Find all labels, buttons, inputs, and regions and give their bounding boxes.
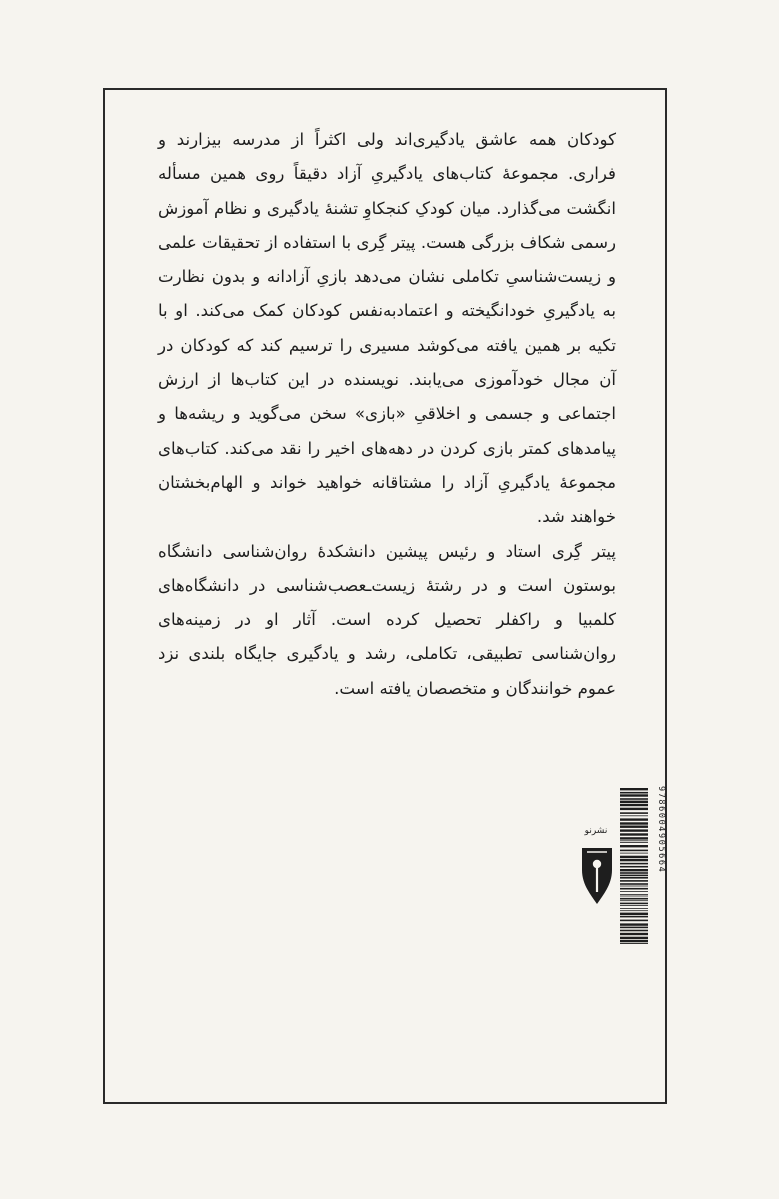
barcode-bar-39 <box>620 908 648 909</box>
barcode-bar-41 <box>620 913 648 915</box>
barcode-bar-48 <box>620 937 648 939</box>
book-summary-paragraph: کودکان همه عاشق یادگیری‌اند ولی اکثراً از مدرسه بیزارند و فراری. مجموعهٔ کتاب‌های یادگیریِ آزاد دقیقاً روی همین مسأله انگشت می‌گذارد. میان کودکِ کنجکاوِ تشنهٔ یادگیری و نظام آموزش رسمی شکاف بزرگی هست. پیتر گِری با استفاده از تحقیقات علمی و زیست‌شناسیِ تکاملی نشان می‌دهد بازیِ آزادانه و بدون نظارت به یادگیریِ خودانگیخته و اعتمادبه‌نفس کودکان کمک می‌کند. او با تکیه بر همین یافته می‌کوشد مسیری را ترسیم کند که کودکان در آن مجال خودآموزی می‌یابند. نویسنده در این کتاب‌ها از ارزش اجتماعی و جسمی و اخلاقیِ «بازی» سخن می‌گوید و ریشه‌ها و پیامدهای کمتر بازی کردن در دهه‌های اخیر را نقد می‌کند. کتاب‌های مجموعهٔ یادگیریِ آزاد را مشتاقانه خواهید خواند و الهام‌بخشتان خواهند شد. <box>158 130 616 527</box>
barcode-bar-34 <box>620 896 648 897</box>
barcode-bar-23 <box>620 866 648 868</box>
barcode-bar-32 <box>620 891 648 892</box>
barcode-bar-0 <box>620 788 648 790</box>
barcode-bar-21 <box>620 859 648 861</box>
barcode-bar-13 <box>620 833 648 835</box>
barcode-bar-24 <box>620 869 648 871</box>
barcode-bar-38 <box>620 905 648 906</box>
barcode-bar-19 <box>620 853 648 854</box>
barcode-bar-2 <box>620 794 648 796</box>
barcode-bar-27 <box>620 877 648 879</box>
author-bio-paragraph: پیتر گِری استاد و رئیس پیشین دانشکدهٔ روان‌شناسی دانشگاه بوستون است و در رشتهٔ زیست‌ـعصب‌شناسی در دانشگاه‌های کلمبیا و راکفلر تحصیل کرده است. آثار او در زمینه‌های روان‌شناسی تطبیقی، تکاملی، رشد و یادگیری جایگاه بلندی نزد عموم خوانندگان و متخصصان یافته است. <box>158 541 616 698</box>
barcode-bar-44 <box>620 923 648 925</box>
barcode-bar-50 <box>620 943 648 944</box>
barcode-bar-11 <box>620 826 648 828</box>
barcode-bar-46 <box>620 930 648 932</box>
barcode-bar-14 <box>620 837 648 839</box>
barcode-bar-43 <box>620 920 648 922</box>
barcode-bar-28 <box>620 880 648 882</box>
barcode-bar-16 <box>620 842 648 843</box>
back-cover-description <box>158 123 616 706</box>
barcode-bar-31 <box>620 888 648 890</box>
barcode-bar-35 <box>620 898 648 900</box>
barcode-bar-6 <box>620 808 648 810</box>
barcode-bar-45 <box>620 927 648 929</box>
barcode-bar-29 <box>620 883 648 885</box>
isbn-number: 9786004905664 <box>656 786 666 874</box>
barcode-bar-12 <box>620 829 648 831</box>
barcode-bar-37 <box>620 903 648 905</box>
barcode-bar-1 <box>620 792 648 794</box>
barcode-bar-47 <box>620 933 648 935</box>
barcode-bar-33 <box>620 894 648 895</box>
fountain-pen-nib-icon <box>578 846 616 906</box>
barcode-bar-8 <box>620 815 648 816</box>
barcode-bar-18 <box>620 850 648 852</box>
barcode-bar-40 <box>620 910 648 911</box>
barcode-bar-15 <box>620 840 648 841</box>
barcode-bar-30 <box>620 886 648 887</box>
barcode-bar-7 <box>620 812 648 814</box>
barcode-bar-10 <box>620 822 648 824</box>
barcode-bar-36 <box>620 900 648 901</box>
barcode-bar-9 <box>620 818 648 820</box>
barcode-bar-42 <box>620 916 648 918</box>
barcode-bar-4 <box>620 801 648 803</box>
barcode-bar-25 <box>620 872 648 874</box>
barcode-bar-17 <box>620 845 648 847</box>
barcode-bar-49 <box>620 940 648 942</box>
barcode-bar-5 <box>620 804 648 806</box>
barcode-bar-20 <box>620 856 648 858</box>
barcode-bar-3 <box>620 798 648 800</box>
barcode-bar-22 <box>620 863 648 865</box>
publisher-name: نشرنو <box>584 826 608 836</box>
isbn-barcode <box>620 786 660 946</box>
barcode-bar-26 <box>620 875 648 877</box>
